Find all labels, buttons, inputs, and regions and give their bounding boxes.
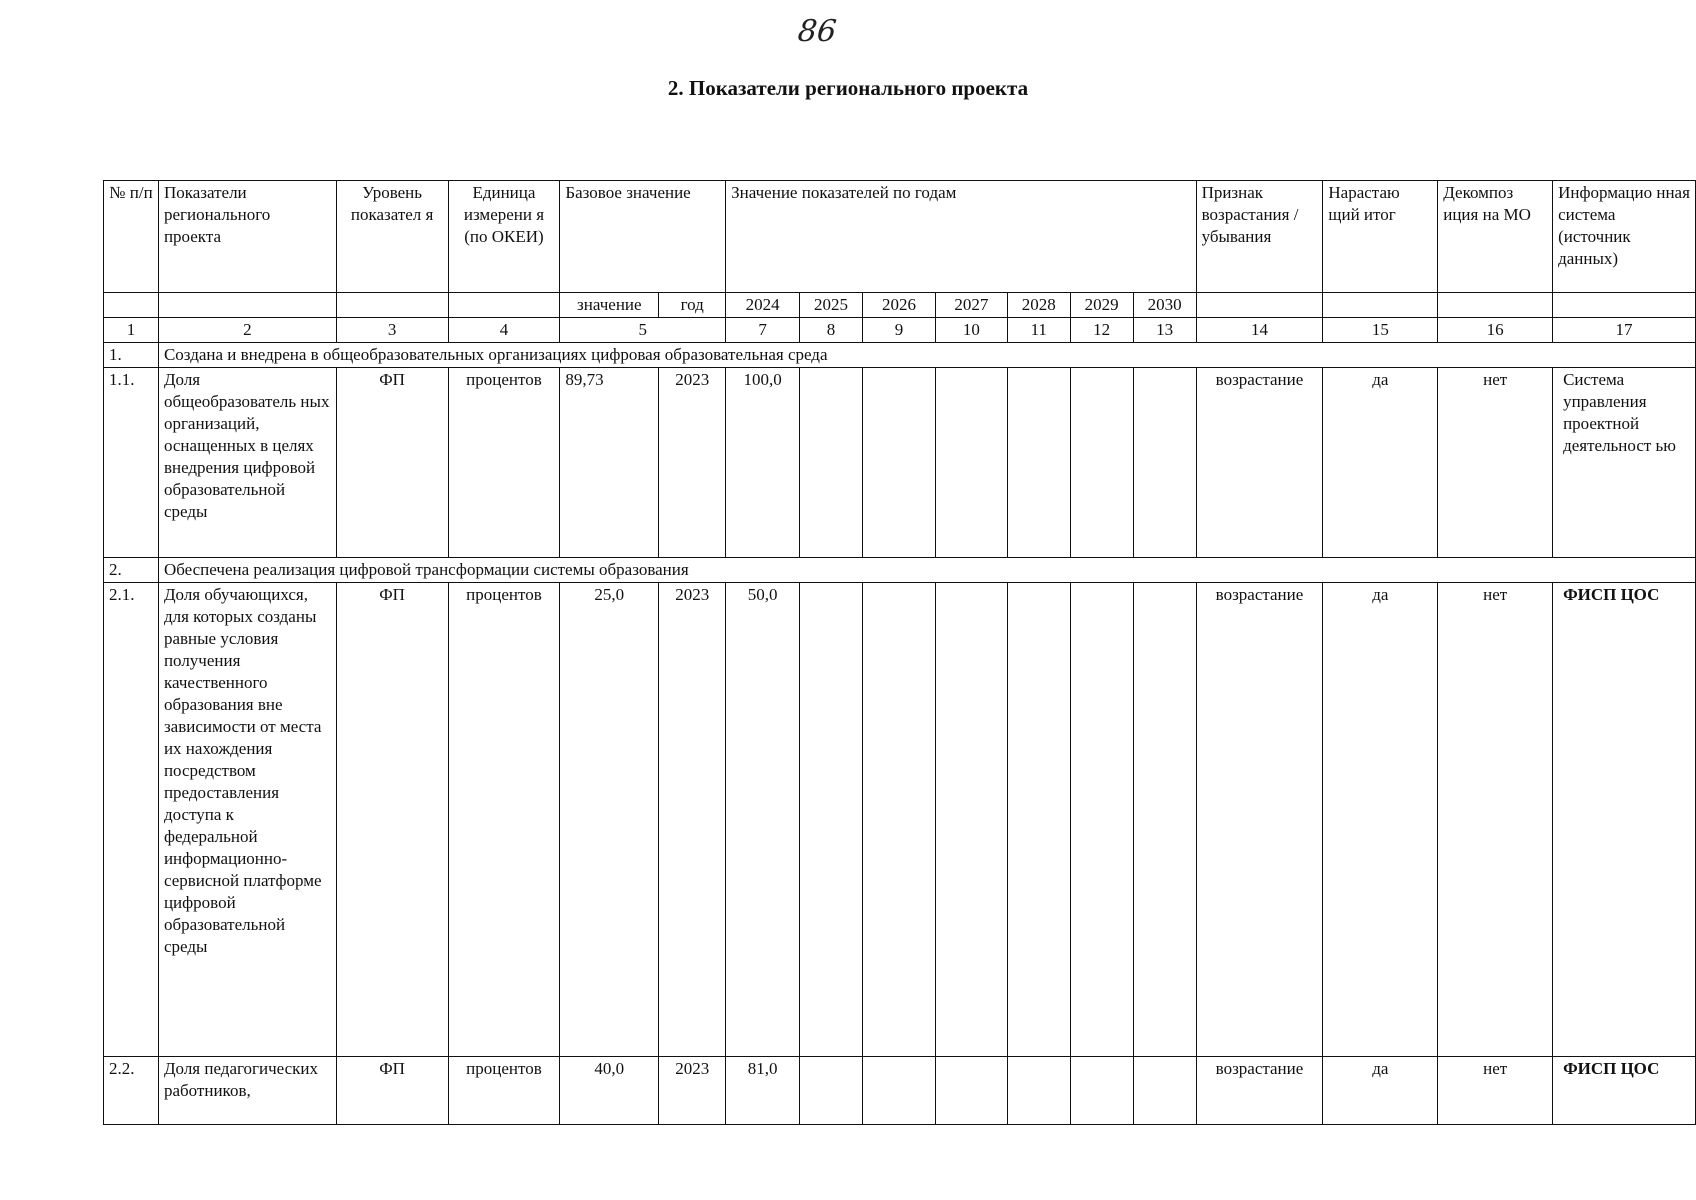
- indicators-table: [103, 180, 1696, 1125]
- value-2027: [935, 583, 1007, 1057]
- value-2029: [1070, 583, 1133, 1057]
- page-title: 2. Показатели регионального проекта: [667, 76, 1029, 100]
- base-year: 2023: [659, 583, 726, 1057]
- value-2028: [1007, 1057, 1070, 1125]
- value-2030: [1133, 583, 1196, 1057]
- header-level: Уровень показател я: [336, 181, 448, 293]
- value-2027: [935, 368, 1007, 558]
- indicator-level: ФП: [336, 368, 448, 558]
- sub-value: значение: [560, 293, 659, 318]
- col-number: 16: [1438, 318, 1553, 343]
- indicator-row: [104, 583, 1696, 1057]
- year-2028: 2028: [1007, 293, 1070, 318]
- header-unit: Единица измерени я (по ОКЕИ): [448, 181, 560, 293]
- value-2028: [1007, 368, 1070, 558]
- decomposition: нет: [1438, 368, 1553, 558]
- trend: возрастание: [1196, 583, 1323, 1057]
- col-number: 1: [104, 318, 159, 343]
- base-value: 40,0: [560, 1057, 659, 1125]
- indicator-name: Доля педагогических работников,: [158, 1057, 336, 1125]
- indicator-row: [104, 1057, 1696, 1125]
- year-2030: 2030: [1133, 293, 1196, 318]
- col-number: 11: [1007, 318, 1070, 343]
- col-number: 14: [1196, 318, 1323, 343]
- value-2024: 100,0: [726, 368, 800, 558]
- cumulative: да: [1323, 583, 1438, 1057]
- sub-empty: [104, 293, 159, 318]
- year-2024: 2024: [726, 293, 800, 318]
- section-number: 2.: [104, 558, 159, 583]
- data-source: Система управления проектной деятельност ью: [1553, 368, 1696, 558]
- indicator-name: Доля обучающихся, для которых созданы равные условия получения качественного образования вне зависимости от места их нахождения посредством предоставления доступа к федеральной информационно-сервисной платформе цифровой образовательной среды: [158, 583, 336, 1057]
- header-num: № п/п: [104, 181, 159, 293]
- header-decomposition: Декомпоз иция на МО: [1438, 181, 1553, 293]
- subheader-row: [104, 293, 1696, 318]
- indicator-unit: процентов: [448, 583, 560, 1057]
- indicator-row: [104, 368, 1696, 558]
- base-value: 89,73: [560, 368, 659, 558]
- cumulative: да: [1323, 368, 1438, 558]
- section-row: [104, 343, 1696, 368]
- sub-empty: [336, 293, 448, 318]
- base-year: 2023: [659, 368, 726, 558]
- value-2030: [1133, 1057, 1196, 1125]
- decomposition: нет: [1438, 583, 1553, 1057]
- header-row: [104, 181, 1696, 293]
- indicator-name: Доля общеобразователь ных организаций, оснащенных в целях внедрения цифровой образовательной среды: [158, 368, 336, 558]
- header-source: Информацио нная система (источник данных): [1553, 181, 1696, 293]
- value-2029: [1070, 1057, 1133, 1125]
- column-numbers-row: [104, 318, 1696, 343]
- value-2026: [862, 583, 935, 1057]
- section-title: Создана и внедрена в общеобразовательных организациях цифровая образовательная среда: [158, 343, 1695, 368]
- base-value: 25,0: [560, 583, 659, 1057]
- col-number: 12: [1070, 318, 1133, 343]
- header-base-value: Базовое значение: [560, 181, 726, 293]
- value-2026: [862, 1057, 935, 1125]
- header-indicator: Показатели регионального проекта: [158, 181, 336, 293]
- sub-empty: [1196, 293, 1323, 318]
- indicator-number: 1.1.: [104, 368, 159, 558]
- year-2029: 2029: [1070, 293, 1133, 318]
- value-2027: [935, 1057, 1007, 1125]
- decomposition: нет: [1438, 1057, 1553, 1125]
- sub-year: год: [659, 293, 726, 318]
- indicator-unit: процентов: [448, 1057, 560, 1125]
- col-number: 13: [1133, 318, 1196, 343]
- value-2029: [1070, 368, 1133, 558]
- header-cumulative: Нарастаю щий итог: [1323, 181, 1438, 293]
- col-number: 17: [1553, 318, 1696, 343]
- sub-empty: [1553, 293, 1696, 318]
- header-years: Значение показателей по годам: [726, 181, 1196, 293]
- year-2027: 2027: [935, 293, 1007, 318]
- year-2026: 2026: [862, 293, 935, 318]
- col-number: 10: [935, 318, 1007, 343]
- indicator-number: 2.2.: [104, 1057, 159, 1125]
- col-number: 8: [800, 318, 863, 343]
- indicator-level: ФП: [336, 583, 448, 1057]
- indicator-unit: процентов: [448, 368, 560, 558]
- data-source: ФИСП ЦОС: [1553, 1057, 1696, 1125]
- year-2025: 2025: [800, 293, 863, 318]
- trend: возрастание: [1196, 368, 1323, 558]
- sub-empty: [1323, 293, 1438, 318]
- value-2025: [800, 368, 863, 558]
- col-number: 3: [336, 318, 448, 343]
- value-2024: 50,0: [726, 583, 800, 1057]
- sub-empty: [158, 293, 336, 318]
- indicator-level: ФП: [336, 1057, 448, 1125]
- col-number: 5: [560, 318, 726, 343]
- page-number: 86: [796, 14, 839, 49]
- section-row: [104, 558, 1696, 583]
- value-2025: [800, 1057, 863, 1125]
- trend: возрастание: [1196, 1057, 1323, 1125]
- base-year: 2023: [659, 1057, 726, 1125]
- data-source: ФИСП ЦОС: [1553, 583, 1696, 1057]
- col-number: 2: [158, 318, 336, 343]
- value-2028: [1007, 583, 1070, 1057]
- section-title: Обеспечена реализация цифровой трансформации системы образования: [158, 558, 1695, 583]
- section-number: 1.: [104, 343, 159, 368]
- sub-empty: [448, 293, 560, 318]
- value-2024: 81,0: [726, 1057, 800, 1125]
- col-number: 7: [726, 318, 800, 343]
- cumulative: да: [1323, 1057, 1438, 1125]
- col-number: 9: [862, 318, 935, 343]
- value-2026: [862, 368, 935, 558]
- value-2025: [800, 583, 863, 1057]
- value-2030: [1133, 368, 1196, 558]
- header-trend: Признак возрастания / убывания: [1196, 181, 1323, 293]
- sub-empty: [1438, 293, 1553, 318]
- indicator-number: 2.1.: [104, 583, 159, 1057]
- col-number: 15: [1323, 318, 1438, 343]
- col-number: 4: [448, 318, 560, 343]
